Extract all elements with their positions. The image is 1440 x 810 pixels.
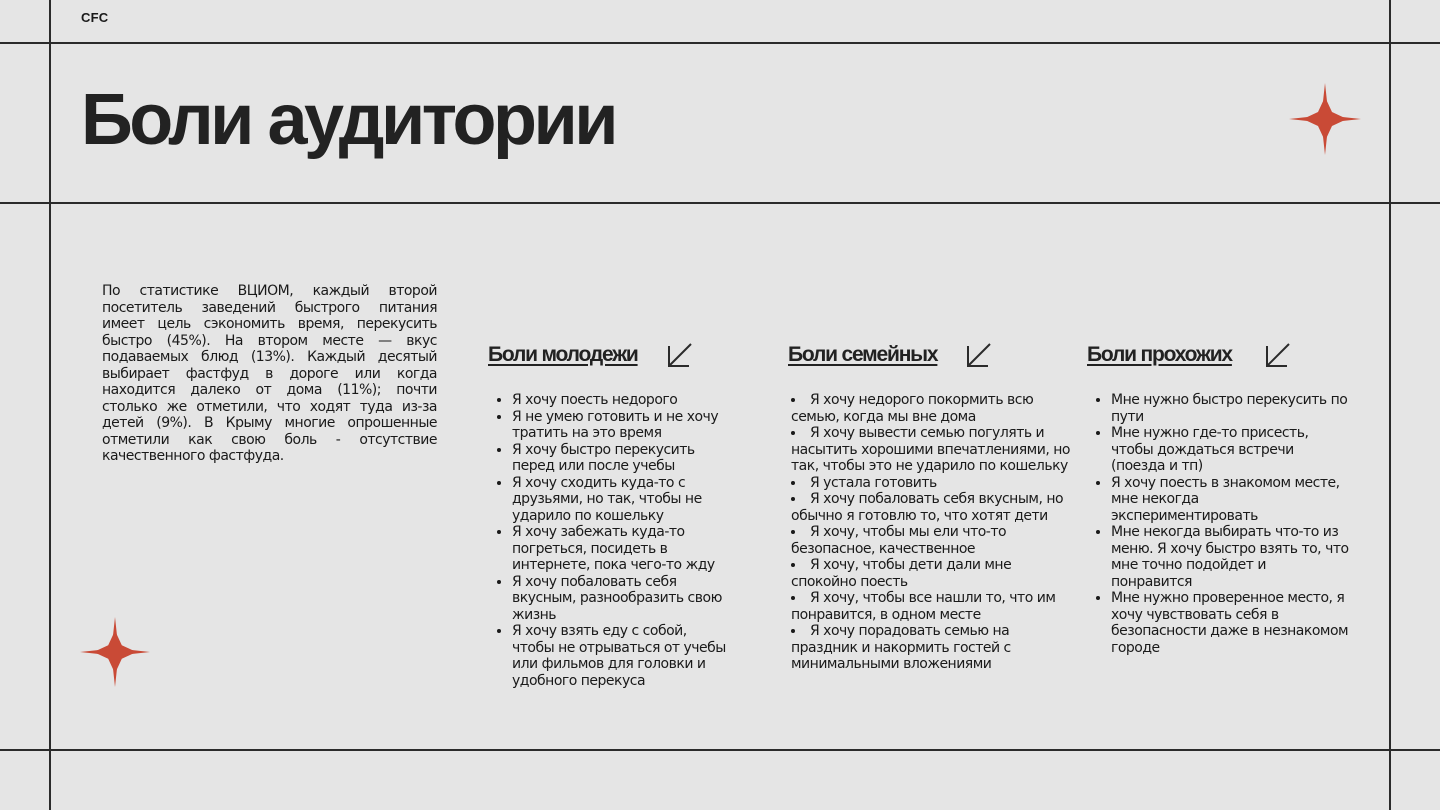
list-item: • Я хочу побаловать себя вкусным, но обычно я готовлю то, что хотят дети — [791, 491, 1078, 524]
list-item: • Я хочу быстро перекусить перед или после учебы — [512, 442, 728, 475]
intro-paragraph: По статистике ВЦИОМ, каждый второй посетитель заведений быстрого питания имеет цель сэкономить время, перекусить быстро (45%). На втором месте — вкус подаваемых блюд (13%). Каждый десятый выбирает фастфуд в дороге или когда находится далеко от дома (11%); почти столько же отметили, что ходят туда из-за детей (9%). В Крыму многие опрошенные отметили как свою боль - отсутствие качественного фастфуда. — [102, 283, 437, 464]
column-title: Боли семейных — [788, 343, 938, 366]
list-item: • Я устала готовить — [791, 475, 1078, 492]
list-item: • Я хочу забежать куда-то погреться, посидеть в интернете, пока чего-то жду — [512, 524, 728, 574]
pain-column-families — [788, 340, 1078, 673]
column-title: Боли прохожих — [1087, 343, 1232, 366]
list-item: • Я хочу порадовать семью на праздник и накормить гостей с минимальными вложениями — [791, 623, 1078, 673]
pain-list — [1087, 392, 1349, 656]
arrow-down-left-icon — [666, 341, 694, 369]
sparkle-star-icon — [1289, 83, 1361, 155]
list-item: • Я хочу поесть недорого — [512, 392, 728, 409]
pain-list — [488, 392, 728, 689]
list-item: • Мне нужно где-то присесть, чтобы дождаться встречи (поезда и тп) — [1111, 425, 1349, 475]
list-item: • Я не умею готовить и не хочу тратить на это время — [512, 409, 728, 442]
list-item: • Я хочу поесть в знакомом месте, мне некогда экспериментировать — [1111, 475, 1349, 525]
list-item: • Я хочу сходить куда-то с друзьями, но так, чтобы не ударило по кошельку — [512, 475, 728, 525]
column-header — [488, 340, 728, 374]
header-divider-top — [0, 42, 1440, 44]
page-title: Боли аудитории — [81, 80, 615, 160]
sparkle-star-icon — [80, 617, 150, 687]
list-item: • Мне нужно быстро перекусить по пути — [1111, 392, 1349, 425]
right-frame-line — [1389, 0, 1391, 810]
list-item: • Я хочу, чтобы все нашли то, что им понравится, в одном месте — [791, 590, 1078, 623]
header-divider-bottom — [0, 202, 1440, 204]
list-item: • Я хочу вывести семью погулять и насытить хорошими впечатлениями, но так, чтобы это не ударило по кошельку — [791, 425, 1078, 475]
arrow-down-left-icon — [965, 341, 993, 369]
pain-column-passersby — [1087, 340, 1349, 656]
list-item: • Я хочу взять еду с собой, чтобы не отрываться от учебы или фильмов для головки и удобного перекуса — [512, 623, 728, 689]
left-frame-line — [49, 0, 51, 810]
pain-list — [788, 392, 1078, 673]
list-item: • Я хочу, чтобы мы ели что-то безопасное, качественное — [791, 524, 1078, 557]
list-item: • Я хочу побаловать себя вкусным, разнообразить свою жизнь — [512, 574, 728, 624]
list-item: • Я хочу, чтобы дети дали мне спокойно поесть — [791, 557, 1078, 590]
list-item: • Мне некогда выбирать что-то из меню. Я хочу быстро взять то, что мне точно подойдет и понравится — [1111, 524, 1349, 590]
column-header — [788, 340, 1078, 374]
list-item: • Мне нужно проверенное место, я хочу чувствовать себя в безопасности даже в незнакомом городе — [1111, 590, 1349, 656]
pain-column-youth — [488, 340, 728, 689]
brand-logo: CFC — [81, 10, 109, 25]
list-item: • Я хочу недорого покормить всю семью, когда мы вне дома — [791, 392, 1078, 425]
footer-divider — [0, 749, 1440, 751]
arrow-down-left-icon — [1264, 341, 1292, 369]
column-header — [1087, 340, 1349, 374]
column-title: Боли молодежи — [488, 343, 638, 366]
